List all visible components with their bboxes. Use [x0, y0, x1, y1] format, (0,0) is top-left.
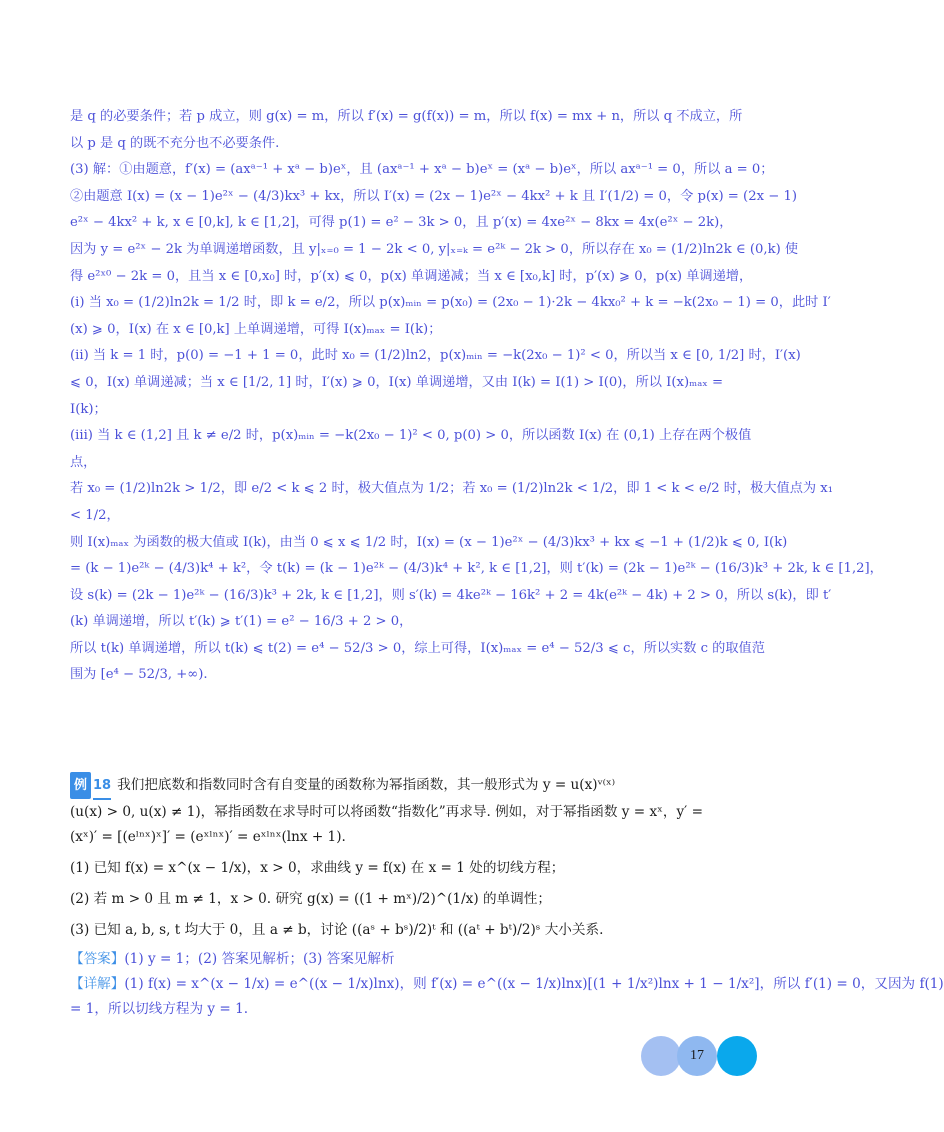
- solution-line: (x) ⩾ 0，I(x) 在 x ∈ [0,k] 上单调递增，可得 I(x)ₘₐₓ = I(k)；: [70, 321, 442, 337]
- solution-line: 所以 t(k) 单调递增，所以 t(k) ⩽ t(2) = e⁴ − 52/3 > 0，综上可得，I(x)ₘₐₓ = e⁴ − 52/3 ⩽ c，所以实数 c 的取值范: [70, 640, 765, 656]
- solution-line: 点，: [70, 454, 97, 470]
- solution-line: e²ˣ − 4kx² + k, x ∈ [0,k], k ∈ [1,2]，可得 p(1) = e² − 3k > 0，且 p′(x) = 4xe²ˣ − 8kx = 4x(e²ˣ − 2k)，: [70, 215, 733, 231]
- question-1: (1) 已知 f(x) = x^(x − 1/x)，x > 0，求曲线 y = f(x) 在 x = 1 处的切线方程；: [70, 860, 565, 876]
- detail-line: = 1，所以切线方程为 y = 1.: [70, 1001, 249, 1017]
- solution-block: [70, 104, 883, 689]
- decor-circle-right: [717, 1036, 757, 1076]
- solution-line: (i) 当 x₀ = (1/2)ln2k = 1/2 时，即 k = e/2，所以 p(x)ₘᵢₙ = p(x₀) = (2x₀ − 1)·2k − 4kx₀² + k = −k(2x₀ − 1) = 0，此时 I′: [70, 295, 831, 311]
- solution-line: 因为 y = e²ˣ − 2k 为单调递增函数，且 y|ₓ₌₀ = 1 − 2k < 0, y|ₓ₌ₖ = e²ᵏ − 2k > 0，所以存在 x₀ = (1/2)ln2k ∈ (0,k) 使: [70, 241, 799, 257]
- solution-line: 得 e²ˣ⁰ − 2k = 0，且当 x ∈ [0,x₀] 时，p′(x) ⩽ 0，p(x) 单调递减；当 x ∈ [x₀,k] 时，p′(x) ⩾ 0，p(x) 单调递增，: [70, 268, 753, 284]
- page-number: 17: [690, 1048, 704, 1063]
- example-number: 18: [93, 773, 111, 800]
- solution-line: < 1/2，: [70, 507, 120, 523]
- solution-line: (ii) 当 k = 1 时，p(0) = −1 + 1 = 0，此时 x₀ = (1/2)ln2，p(x)ₘᵢₙ = −k(2x₀ − 1)² < 0，所以当 x ∈ [0, 1/2] 时，I′(x): [70, 348, 801, 364]
- example-intro-line: [70, 772, 734, 800]
- solution-line: 则 I(x)ₘₐₓ 为函数的极大值或 I(k)，由当 0 ⩽ x ⩽ 1/2 时，I(x) = (x − 1)e²ˣ − (4/3)kx³ + kx ⩽ −1 + (1/2)k ⩽ 0, I(k): [70, 534, 788, 550]
- answer-line: [70, 947, 734, 972]
- example-intro-line: (u(x) > 0, u(x) ≠ 1)，幂指函数在求导时可以将函数“指数化”再求导. 例如，对于幂指函数 y = xˣ，y′ =: [70, 804, 703, 820]
- solution-line: 围为 [e⁴ − 52/3, +∞).: [70, 667, 208, 683]
- solution-line: I(k)；: [70, 401, 107, 417]
- question-2: (2) 若 m > 0 且 m ≠ 1，x > 0. 研究 g(x) = ((1 + mˣ)/2)^(1/x) 的单调性；: [70, 891, 551, 907]
- solution-line: 若 x₀ = (1/2)ln2k > 1/2，即 e/2 < k ⩽ 2 时，极大值点为 1/2；若 x₀ = (1/2)ln2k < 1/2，即 1 < k < e/2 时，极大值点为 x₁: [70, 481, 834, 497]
- example-intro-line: (xˣ)′ = [(eˡⁿˣ)ˣ]′ = (eˣˡⁿˣ)′ = eˣˡⁿˣ(lnx + 1).: [70, 829, 346, 845]
- example-intro-text: 我们把底数和指数同时含有自变量的函数称为幂指函数，其一般形式为 y = u(x)ᵛ⁽ˣ⁾: [117, 777, 616, 793]
- question-3: (3) 已知 a, b, s, t 均大于 0，且 a ≠ b，讨论 ((aˢ + bˢ)/2)ᵗ 和 ((aᵗ + bᵗ)/2)ˢ 大小关系.: [70, 922, 604, 938]
- solution-line: 是 q 的必要条件；若 p 成立，则 g(x) = m，所以 f′(x) = g(f(x)) = m，所以 f(x) = mx + n，所以 q 不成立，所: [70, 109, 743, 124]
- solution-line: 设 s(k) = (2k − 1)e²ᵏ − (16/3)k³ + 2k, k ∈ [1,2]，则 s′(k) = 4ke²ᵏ − 16k² + 2 = 4k(e²ᵏ − 4k) + 2 > 0，所以 s(k)，即 t′: [70, 587, 832, 603]
- answer-label: 【答案】: [70, 951, 125, 967]
- solution-line: (k) 单调递增，所以 t′(k) ⩾ t′(1) = e² − 16/3 + 2 > 0，: [70, 614, 413, 630]
- solution-line: = (k − 1)e²ᵏ − (4/3)k⁴ + k²，令 t(k) = (k − 1)e²ᵏ − (4/3)k⁴ + k², k ∈ [1,2]，则 t′(k) = (2k − 1)e²ᵏ − (16/3)k³ + 2k, k ∈ [1,2]，: [70, 561, 883, 577]
- answer-text: (1) y = 1；(2) 答案见解析；(3) 答案见解析: [124, 951, 395, 967]
- solution-line: ⩽ 0，I(x) 单调递减；当 x ∈ [1/2, 1] 时，I′(x) ⩾ 0，I(x) 单调递增，又由 I(k) = I(1) > I(0)，所以 I(x)ₘₐₓ =: [70, 374, 724, 390]
- solution-line: ②由题意 I(x) = (x − 1)e²ˣ − (4/3)kx³ + kx，所以 I′(x) = (2x − 1)e²ˣ − 4kx² + k 且 I′(1/2) = 0，令 p(x) = (2x − 1): [70, 188, 797, 204]
- example-badge: 例: [70, 772, 91, 799]
- solution-line: (3) 解：①由题意，f′(x) = (axᵃ⁻¹ + xᵃ − b)eˣ，且 (axᵃ⁻¹ + xᵃ − b)eˣ = (xᵃ − b)eˣ，所以 axᵃ⁻¹ = 0，所以 a = 0；: [70, 162, 774, 178]
- detail-label: 【详解】: [70, 976, 125, 992]
- solution-line: (iii) 当 k ∈ (1,2] 且 k ≠ e/2 时，p(x)ₘᵢₙ = −k(2x₀ − 1)² < 0, p(0) > 0，所以函数 I(x) 在 (0,1) 上存在两个极值: [70, 428, 752, 444]
- decor-circle-left: [641, 1036, 681, 1076]
- detail-line: [70, 972, 944, 997]
- detail-text: (1) f(x) = x^(x − 1/x) = e^((x − 1/x)lnx)，则 f′(x) = e^((x − 1/x)lnx)[(1 + 1/x²)lnx + 1 − 1/x²]，所以 f′(1) = 0，又因为 f(1): [124, 976, 944, 992]
- solution-line: 以 p 是 q 的既不充分也不必要条件.: [70, 135, 280, 151]
- example-block: [70, 772, 944, 1022]
